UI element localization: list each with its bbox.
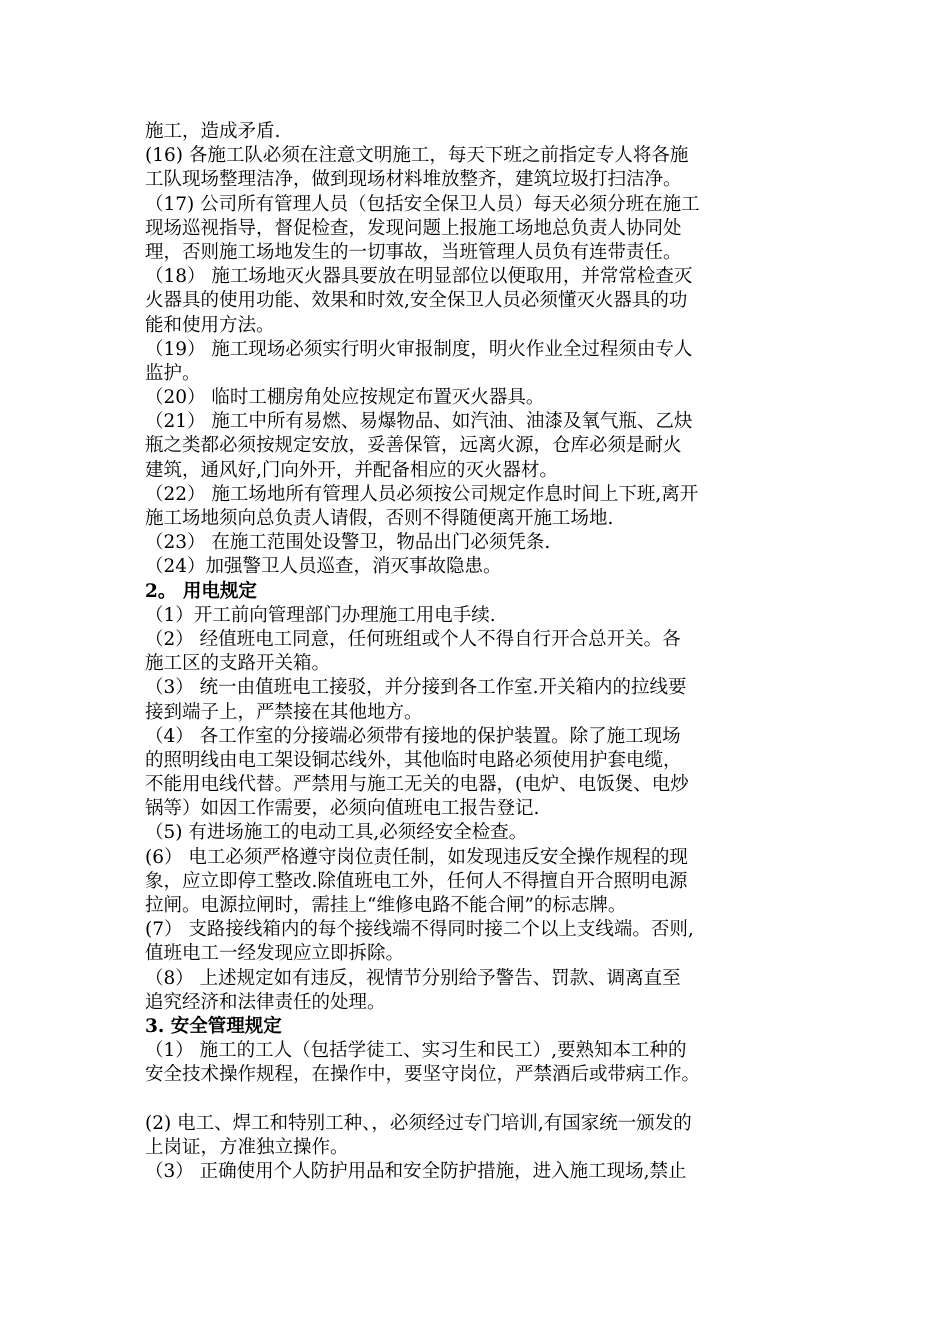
text-line: （3） 正确使用个人防护用品和安全防护措施，进入施工现场,禁止 bbox=[145, 1161, 687, 1183]
section-heading-safety: 3. 安全管理规定 bbox=[145, 1015, 282, 1037]
blank-line bbox=[145, 1088, 810, 1112]
text-line: （19） 施工现场必须实行明火审报制度，明火作业全过程须由专人 bbox=[145, 338, 693, 360]
text-line: （22） 施工场地所有管理人员必须按公司规定作息时间上下班,离开 bbox=[145, 483, 699, 505]
text-line: 锅等）如因工作需要，必须向值班电工报告登记. bbox=[145, 798, 540, 820]
text-line: （5) 有进场施工的电动工具,必须经安全检查。 bbox=[145, 822, 528, 844]
text-line: 施工区的支路开关箱。 bbox=[145, 653, 331, 675]
text-line: 理，否则施工场地发生的一切事故，当班管理人员负有连带责任。 bbox=[145, 241, 682, 263]
text-line: （8） 上述规定如有违反，视情节分别给予警告、罚款、调离直至 bbox=[145, 967, 681, 989]
text-line: （1）开工前向管理部门办理施工用电手续. bbox=[145, 604, 496, 626]
text-line: 能和使用方法。 bbox=[145, 314, 275, 336]
text-line: 的照明线由电工架设铜芯线外，其他临时电路必须使用护套电缆， bbox=[145, 749, 682, 771]
text-line: 象，应立即停工整改.除值班电工外，任何人不得擅自开合照明电源 bbox=[145, 870, 688, 892]
text-line: 施工场地须向总负责人请假，否则不得随便离开施工场地. bbox=[145, 508, 614, 529]
text-line: （18） 施工场地灭火器具要放在明显部位以便取用，并常常检查灭 bbox=[145, 266, 693, 288]
text-line: 火器具的使用功能、效果和时效,安全保卫人员必须懂灭火器具的功 bbox=[145, 290, 688, 312]
text-line: 施工，造成矛盾. bbox=[145, 121, 281, 142]
text-line: (2) 电工、焊工和特别工种、，必须经过专门培训,有国家统一颁发的 bbox=[145, 1112, 692, 1134]
text-line: 接到端子上，严禁接在其他地方。 bbox=[145, 701, 423, 723]
text-line: 监护。 bbox=[145, 362, 201, 384]
text-line: （23） 在施工范围处设警卫，物品出门必须凭条. bbox=[145, 532, 551, 554]
text-line: 瓶之类都必须按规定安放，妥善保管，远离火源，仓库必须是耐火 bbox=[145, 435, 682, 457]
text-line: （20） 临时工棚房角处应按规定布置灭火器具。 bbox=[145, 387, 545, 409]
text-line: （21） 施工中所有易燃、易爆物品、如汽油、油漆及氧气瓶、乙炔 bbox=[145, 411, 693, 433]
text-line: 上岗证，方准独立操作。 bbox=[145, 1136, 349, 1158]
text-line: (7） 支路接线箱内的每个接线端不得同时接二个以上支线端。否则, bbox=[145, 919, 694, 941]
section-heading-electricity: 2。 用电规定 bbox=[145, 580, 257, 602]
text-line: (6） 电工必须严格遵守岗位责任制，如发现违反安全操作规程的现 bbox=[145, 846, 688, 868]
text-line: 安全技术操作规程，在操作中，要坚守岗位，严禁酒后或带病工作。 bbox=[145, 1064, 701, 1086]
text-line: （24）加强警卫人员巡查，消灭事故隐患。 bbox=[145, 556, 502, 578]
text-line: 拉闸。电源拉闸时，需挂上“维修电路不能合闸”的标志牌。 bbox=[145, 895, 627, 916]
text-line: 追究经济和法律责任的处理。 bbox=[145, 991, 386, 1013]
text-line: （2） 经值班电工同意，任何班组或个人不得自行开合总开关。各 bbox=[145, 628, 681, 650]
text-line: （1） 施工的工人（包括学徒工、实习生和民工）,要熟知本工种的 bbox=[145, 1040, 687, 1062]
text-line: 工队现场整理洁净，做到现场材料堆放整齐，建筑垃圾打扫洁净。 bbox=[145, 169, 682, 191]
text-line: 不能用电线代替。严禁用与施工无关的电器，(电炉、电饭煲、电炒 bbox=[145, 774, 689, 796]
text-line: 现场巡视指导，督促检查，发现问题上报施工场地总负责人协同处 bbox=[145, 217, 682, 239]
text-line: （3） 统一由值班电工接驳，并分接到各工作室.开关箱内的拉线要 bbox=[145, 677, 687, 699]
text-line: 建筑，通风好,门向外开，并配备相应的灭火器材。 bbox=[145, 459, 558, 481]
text-line: 值班电工一经发现应立即拆除。 bbox=[145, 943, 405, 965]
text-line: (16) 各施工队必须在注意文明施工，每天下班之前指定专人将各施 bbox=[145, 145, 689, 167]
document-page bbox=[145, 120, 810, 1184]
text-line: （4） 各工作室的分接端必须带有接地的保护装置。除了施工现场 bbox=[145, 725, 681, 747]
text-line: （17) 公司所有管理人员（包括安全保卫人员）每天必须分班在施工 bbox=[145, 193, 700, 215]
